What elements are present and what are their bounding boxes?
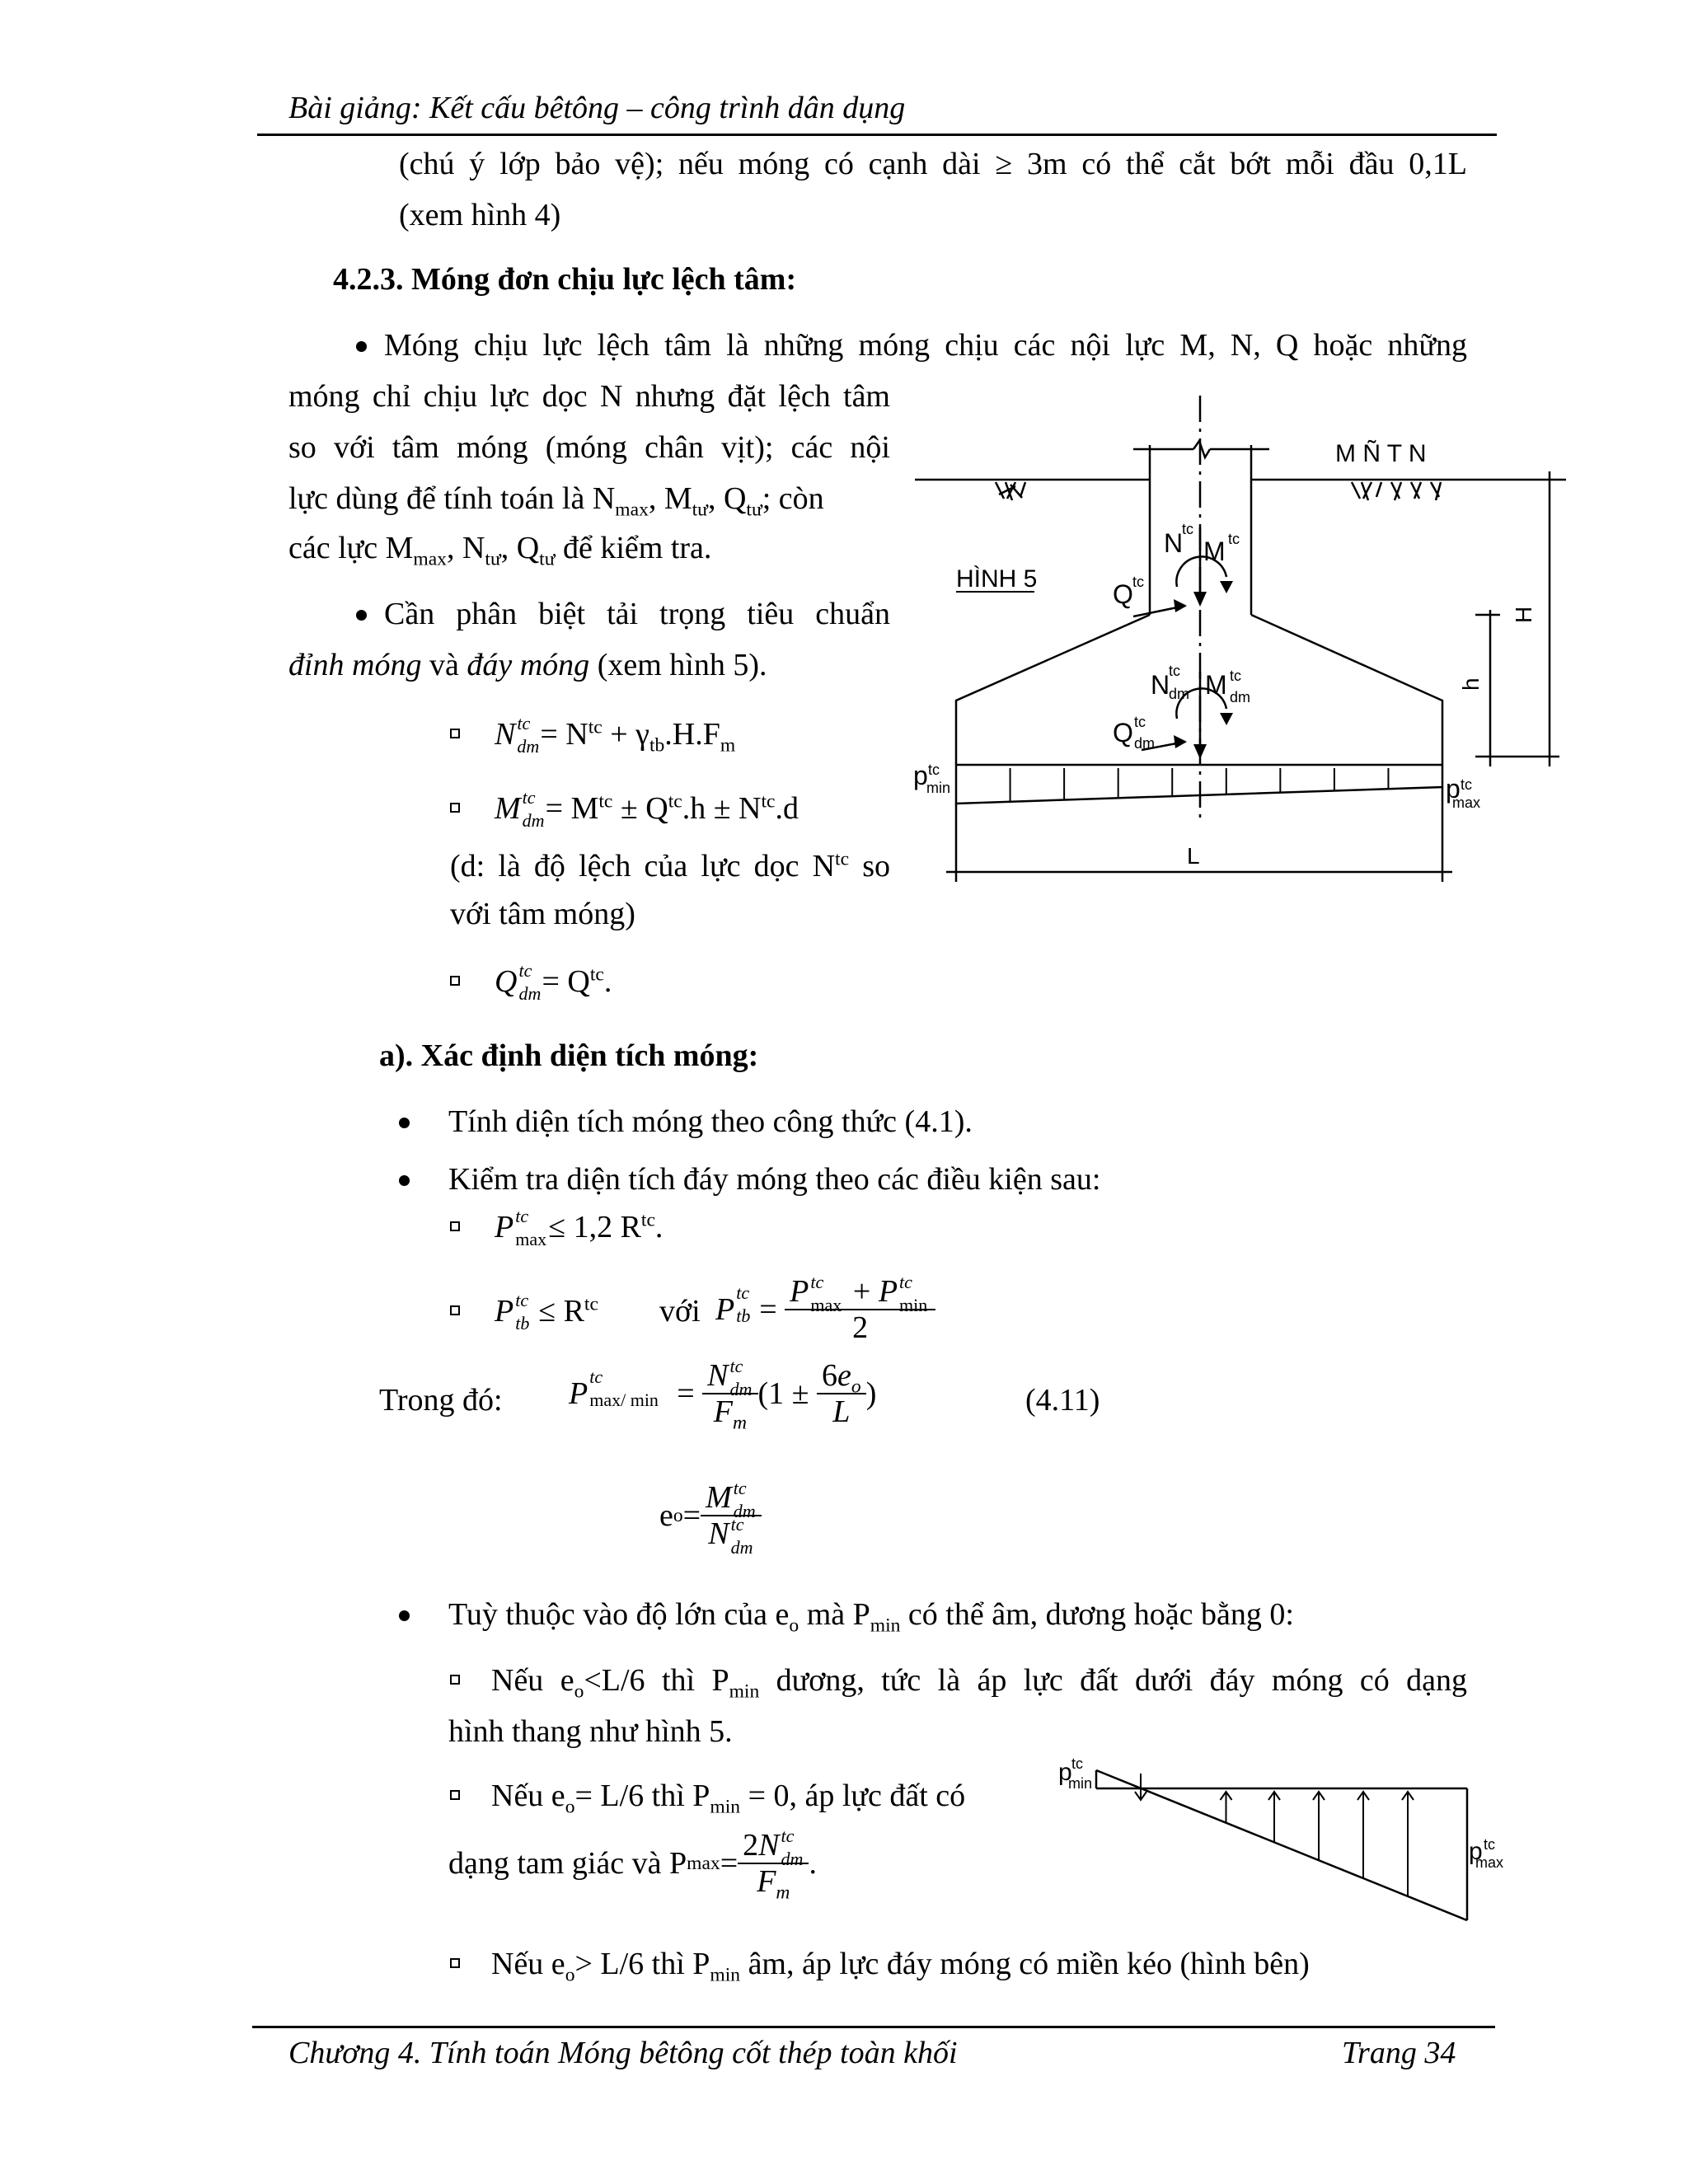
- text: ≤ R: [538, 1294, 584, 1329]
- n-dm-label: N: [1151, 670, 1170, 700]
- tc-sup: tc: [1169, 663, 1181, 679]
- case-1-line-2: hình thang như hình 5.: [448, 1714, 733, 1749]
- numerator: [701, 1478, 762, 1521]
- text: =: [677, 1376, 703, 1411]
- min-sub: min: [1068, 1775, 1093, 1792]
- bullet: [356, 341, 367, 352]
- tc-sup: tc: [1132, 574, 1145, 590]
- arrowhead: [1220, 713, 1233, 725]
- text: .: [809, 1846, 817, 1881]
- soil-hatch: [996, 482, 1025, 500]
- p-max-min-formula: [569, 1356, 877, 1434]
- denominator: 2: [852, 1310, 869, 1345]
- sub: tư: [539, 548, 556, 570]
- bullet: [399, 1118, 410, 1128]
- p-tb-formula: [715, 1272, 935, 1345]
- supsub: [517, 960, 542, 1004]
- para2-line-2: [288, 649, 767, 681]
- text: N: [758, 1828, 780, 1863]
- text: N: [707, 1358, 729, 1393]
- sub: o: [574, 1680, 584, 1703]
- text: $e_o$: [837, 1358, 861, 1398]
- bullet: [399, 1610, 410, 1621]
- break-mark: [1193, 441, 1210, 457]
- p-max-label: p: [1446, 774, 1461, 804]
- text: N: [495, 717, 516, 752]
- header-title: Bài giảng: Kết cấu bêtông – công trình dân dụng: [288, 91, 906, 125]
- text: , Q: [707, 481, 747, 516]
- text: =: [720, 1846, 738, 1881]
- square-bullet: [450, 1221, 460, 1231]
- sub: m: [720, 734, 736, 757]
- footing-right-slope: [1251, 615, 1442, 765]
- numerator: [702, 1356, 757, 1399]
- m-dm-label: M: [1205, 670, 1227, 700]
- text: .H.F: [664, 717, 720, 752]
- m-label: M: [1203, 537, 1226, 566]
- sup: tc: [810, 1272, 824, 1292]
- tc-sup: tc: [1484, 1836, 1496, 1853]
- d-note-line-2: với tâm móng): [450, 897, 635, 931]
- denominator: L: [832, 1394, 851, 1429]
- sub: dm: [518, 983, 542, 1004]
- sub: o: [789, 1615, 799, 1637]
- tc-sup: tc: [1228, 531, 1240, 547]
- text: .d: [775, 791, 799, 826]
- arrowhead: [1220, 581, 1233, 593]
- sub: max: [515, 1229, 547, 1249]
- tc-sup: tc: [1230, 668, 1242, 684]
- case-3: [491, 1947, 1310, 1986]
- case-2-line-1: [491, 1779, 966, 1818]
- para1-line-5: [288, 531, 712, 570]
- supsub: [732, 1478, 757, 1521]
- sub: min: [899, 1295, 928, 1315]
- intro-line-2: (xem hình 4): [399, 198, 561, 232]
- sup: tc: [588, 716, 603, 738]
- case-1-line-1: [491, 1663, 1467, 1703]
- q-dm-label: Q: [1113, 718, 1133, 748]
- arrowhead: [1193, 592, 1207, 607]
- sup: tc: [835, 848, 850, 870]
- cond-2: [495, 1290, 598, 1333]
- text: P: [495, 1294, 514, 1329]
- figure-small-lines: [1096, 1770, 1467, 1920]
- list-b-item-1: [448, 1597, 1294, 1637]
- sup: tc: [518, 960, 532, 981]
- subheading-a: a). Xác định diện tích móng:: [379, 1038, 759, 1073]
- text: > L/6 thì P: [574, 1947, 710, 1981]
- fraction: [817, 1360, 866, 1427]
- text: (xem hình 5).: [589, 648, 767, 682]
- tc-sup: tc: [1071, 1755, 1084, 1772]
- sup: tc: [781, 1825, 795, 1846]
- fraction: [702, 1356, 757, 1434]
- voi-word: với: [659, 1294, 701, 1329]
- cond-1: [495, 1206, 663, 1249]
- sub: min: [710, 1964, 741, 1986]
- sub: dm: [522, 810, 545, 831]
- sup: tc: [730, 1514, 744, 1535]
- slope-line: [1096, 1770, 1467, 1920]
- dimension-h-label: h: [1458, 677, 1484, 691]
- section-title: 4.2.3. Móng đơn chịu lực lệch tâm:: [333, 262, 797, 297]
- sup: tc: [522, 787, 536, 808]
- denominator: [701, 1514, 762, 1558]
- numerator: P tc max + P tc min: [785, 1276, 935, 1310]
- arrowhead: [1174, 599, 1187, 612]
- text: = 0, áp lực đất có: [740, 1779, 966, 1813]
- text: các lực M: [288, 531, 414, 565]
- text: M: [495, 791, 521, 826]
- text: có thể âm, dương hoặc bằng 0:: [900, 1597, 1294, 1632]
- text: , N: [446, 531, 485, 565]
- figure-small: [1047, 1747, 1508, 1929]
- para2-line-1: Cần phân biệt tải trọng tiêu chuẩn: [384, 597, 890, 631]
- square-bullet: [450, 729, 460, 738]
- supsub: [521, 787, 546, 831]
- text: để kiểm tra.: [555, 531, 712, 565]
- sub: o: [673, 1505, 683, 1526]
- bullet: [399, 1175, 410, 1186]
- max-sub: max: [1452, 794, 1481, 811]
- formula-m-dm: [495, 787, 799, 831]
- sup: tc: [640, 1209, 655, 1231]
- supsub: [515, 713, 540, 757]
- formula-q-dm: [495, 960, 612, 1004]
- fraction: [738, 1825, 809, 1904]
- text: P: [878, 1274, 898, 1309]
- text: M: [706, 1480, 732, 1515]
- bullet: [356, 610, 367, 621]
- equation-number: (4.11): [1025, 1383, 1100, 1418]
- sub: dm: [517, 736, 540, 757]
- text: mà P: [799, 1597, 870, 1632]
- sup: tc: [729, 1356, 743, 1376]
- text: e: [659, 1498, 673, 1533]
- arrowhead: [1193, 744, 1207, 759]
- text: dạng tam giác và P: [448, 1846, 687, 1881]
- text: =: [682, 1498, 701, 1533]
- n-label: N: [1164, 528, 1184, 558]
- sub: max: [687, 1853, 720, 1874]
- text: + γ: [602, 717, 649, 752]
- footer-page: Trang 34: [1342, 2036, 1456, 2070]
- supsub: [729, 1514, 754, 1558]
- sub: dm: [733, 1501, 756, 1521]
- text: .: [603, 964, 612, 999]
- intro-line-1: (chú ý lớp bảo vệ); nếu móng có cạnh dài ≥ 3m có thể cắt bớt mỗi đầu 0,1L: [399, 147, 1467, 181]
- text: (d: là độ lệch của lực dọc N: [450, 849, 836, 883]
- dimension-L-label: L: [1187, 843, 1200, 869]
- sub: max/ min: [589, 1390, 659, 1410]
- sup: tc: [761, 790, 776, 813]
- supsub: [513, 1206, 548, 1249]
- sup: tc: [733, 1478, 747, 1498]
- q-label: Q: [1113, 579, 1133, 609]
- sub: tb: [736, 1305, 751, 1326]
- sup: tc: [736, 1282, 750, 1303]
- sub: tb: [649, 734, 665, 757]
- tc-sup: tc: [1182, 521, 1194, 537]
- supsub: [779, 1825, 804, 1869]
- sup: tc: [515, 1290, 529, 1310]
- sub: tư: [746, 499, 762, 521]
- text: ≤ 1,2 R: [548, 1210, 641, 1244]
- sup: tc: [584, 1293, 598, 1315]
- case-2-line-2: [448, 1825, 817, 1904]
- sup: tc: [899, 1272, 912, 1292]
- text: dương, tức là áp lực đất dưới đáy móng có dạng: [759, 1663, 1467, 1698]
- tc-sup: tc: [1461, 776, 1473, 793]
- list-a-item-1: Tính diện tích móng theo công thức (4.1).: [448, 1104, 973, 1139]
- figure-5: [907, 387, 1582, 898]
- square-bullet: [450, 1790, 460, 1800]
- sub: dm: [730, 1537, 753, 1558]
- text: , Q: [500, 531, 540, 565]
- para1-line-3: so với tâm móng (móng chân vịt); các nội: [288, 430, 890, 465]
- figure-label: HÌNH 5: [956, 565, 1038, 593]
- sub: dm: [729, 1379, 753, 1399]
- text: ± Q: [612, 791, 668, 826]
- text: =: [759, 1292, 785, 1327]
- sub: max: [810, 1295, 842, 1315]
- sub: tư: [485, 548, 501, 570]
- supsub: [809, 1272, 845, 1315]
- sub: tư: [692, 499, 708, 521]
- p-min-label: p: [1058, 1759, 1072, 1786]
- text: âm, áp lực đáy móng có miền kéo (hình bên): [740, 1947, 1310, 1981]
- text: lực dùng để tính toán là N: [288, 481, 616, 516]
- tc-sup: tc: [928, 762, 940, 778]
- arrowhead: [1174, 735, 1187, 748]
- text: Nếu e: [491, 1663, 574, 1698]
- sup: tc: [598, 790, 613, 813]
- supsub: [898, 1272, 931, 1315]
- text: = N: [540, 717, 588, 752]
- text: P: [715, 1292, 735, 1327]
- text: đáy móng: [467, 648, 590, 682]
- trong-do: Trong đó:: [379, 1383, 503, 1418]
- min-sub: min: [926, 780, 951, 796]
- square-bullet: [450, 1675, 460, 1685]
- sub: o: [565, 1964, 575, 1986]
- text: = L/6 thì P: [574, 1779, 710, 1813]
- text: Q: [495, 964, 518, 999]
- sub: max: [413, 548, 447, 570]
- denominator: $F_m$: [713, 1394, 747, 1434]
- para1-line-1: Móng chịu lực lệch tâm là những móng chịu các nội lực M, N, Q hoặc những: [384, 328, 1467, 363]
- text: <L/6 thì P: [584, 1663, 729, 1698]
- dm-sub: dm: [1230, 689, 1251, 705]
- text: ): [865, 1376, 877, 1411]
- fraction: [701, 1478, 762, 1558]
- list-a-item-2: Kiểm tra diện tích đáy móng theo các điều kiện sau:: [448, 1162, 1101, 1197]
- footer-chapter: Chương 4. Tính toán Móng bêtông cốt thép toàn khối: [288, 2036, 958, 2070]
- supsub: [513, 1290, 538, 1333]
- small-arrows: [1135, 1774, 1414, 1896]
- text: .h ± N: [682, 791, 762, 826]
- text: đỉnh móng: [288, 648, 422, 682]
- sub: max: [615, 499, 649, 521]
- square-bullet: [450, 976, 460, 986]
- text: , M: [648, 481, 692, 516]
- dm-sub: dm: [1169, 686, 1190, 702]
- p-max-label: p: [1469, 1838, 1483, 1865]
- footer-rule: [252, 2026, 1495, 2028]
- supsub: [734, 1282, 759, 1326]
- text: P: [569, 1376, 588, 1411]
- numerator: 2N tc dm: [738, 1830, 809, 1864]
- text: và: [421, 648, 467, 682]
- sub: min: [870, 1615, 901, 1637]
- sub: dm: [781, 1849, 804, 1869]
- text: .: [654, 1210, 663, 1244]
- fraction: [785, 1272, 935, 1345]
- text: Nếu e: [491, 1947, 565, 1981]
- numerator: $6e_o$: [817, 1360, 866, 1394]
- tc-sup: tc: [1134, 714, 1146, 730]
- supsub: [729, 1356, 753, 1399]
- formula-n-dm: [495, 713, 736, 757]
- dm-sub: dm: [1134, 735, 1156, 752]
- square-bullet: [450, 1305, 460, 1315]
- denominator: $F_m$: [757, 1864, 790, 1904]
- sup: tc: [589, 963, 604, 986]
- text: P: [790, 1274, 809, 1309]
- supsub: [588, 1366, 677, 1410]
- soil-hatch: [1352, 482, 1441, 500]
- text: Tuỳ thuộc vào độ lớn của e: [448, 1597, 790, 1632]
- header-rule: [257, 134, 1497, 136]
- d-note-line-1: [450, 848, 890, 883]
- sup: tc: [668, 790, 682, 813]
- eo-formula: [659, 1478, 762, 1558]
- sub: min: [710, 1796, 741, 1818]
- text: N: [708, 1516, 729, 1551]
- text: = Q: [542, 964, 590, 999]
- p-min-label: p: [913, 761, 928, 790]
- text: (1 ±: [757, 1376, 818, 1411]
- text: Nếu e: [491, 1779, 565, 1813]
- text: = M: [545, 791, 599, 826]
- sub: o: [565, 1796, 575, 1818]
- square-bullet: [450, 1958, 460, 1968]
- para1-line-4: [288, 481, 824, 521]
- sub: min: [729, 1680, 760, 1703]
- text: ; còn: [762, 481, 824, 516]
- max-sub: max: [1475, 1854, 1504, 1871]
- dimension-H-label: H: [1511, 606, 1536, 623]
- text: P: [495, 1210, 514, 1244]
- sup: tc: [517, 713, 531, 733]
- text: so: [849, 849, 890, 883]
- sub: tb: [515, 1313, 530, 1333]
- sup: tc: [589, 1366, 603, 1387]
- ground-label: M Ñ T N: [1335, 440, 1427, 467]
- sup: tc: [515, 1206, 529, 1226]
- para1-line-2: móng chỉ chịu lực dọc N nhưng đặt lệch tâm: [288, 379, 890, 414]
- square-bullet: [450, 803, 460, 813]
